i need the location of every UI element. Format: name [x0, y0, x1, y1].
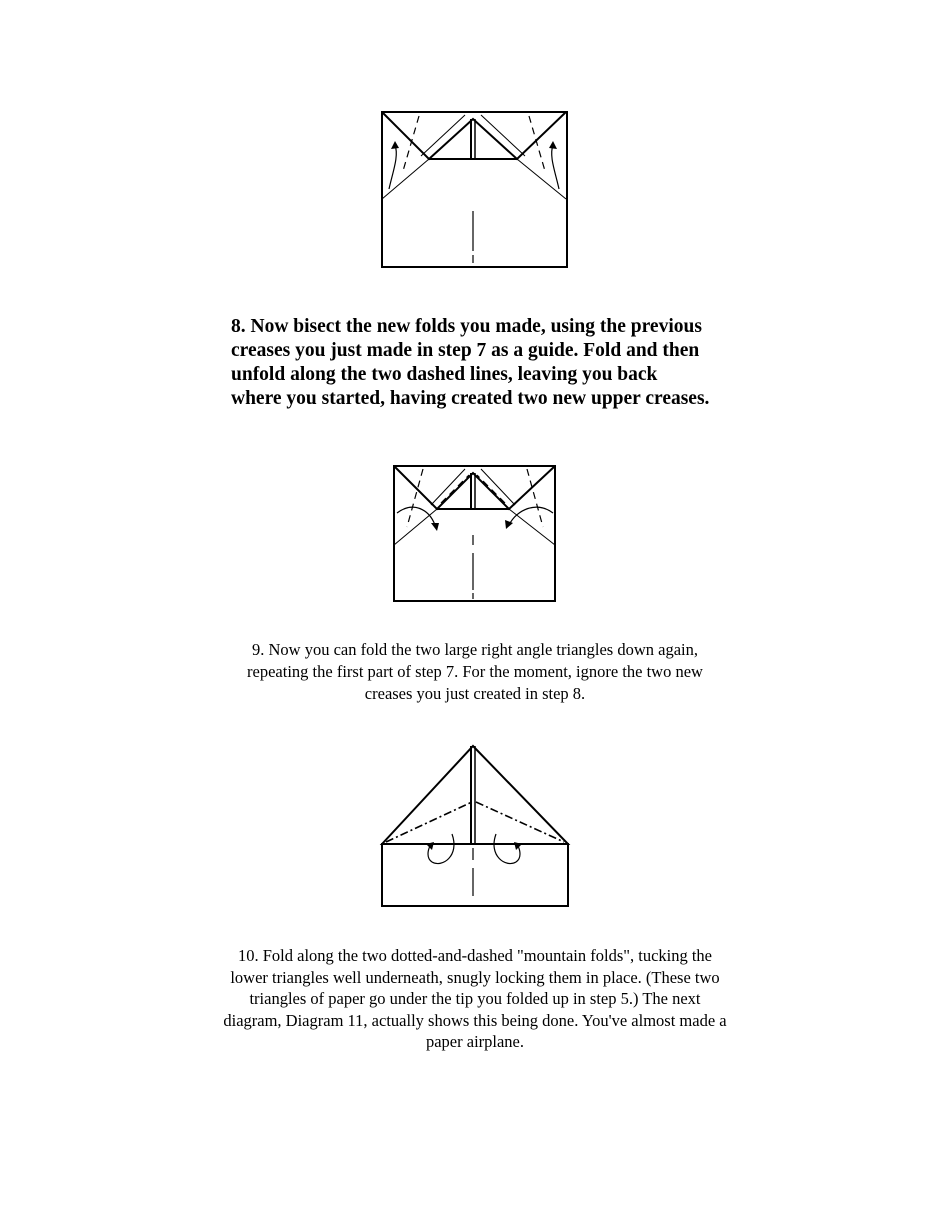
diagram-step-7 — [381, 111, 569, 269]
step-10-instructions: 10. Fold along the two dotted-and-dashed "mountain folds", tucking the lower triangles well underneath, snugly locking them in place. (These two triangles of paper go under the tip you folded up in step 5.) The next diagram, Diagram 11, actually shows this being done. You've almost made a paper airplane. — [223, 946, 727, 1051]
diagram-step-9-svg — [380, 744, 570, 909]
diagram-step-7-svg — [381, 111, 569, 269]
step-9-instructions: 9. Now you can fold the two large right angle triangles down again, repeating the first part of step 7. For the moment, ignore the two new creases you just created in step 8. — [247, 640, 703, 703]
diagram-step-8 — [393, 465, 557, 603]
diagram-step-8-svg — [393, 465, 557, 603]
diagram-step-9 — [380, 744, 570, 909]
step-8-instructions: 8. Now bisect the new folds you made, using the previous creases you just made in step 7 as a guide. Fold and then unfold along the two dashed lines, leaving you back where you started, having created two new upper creases. — [231, 316, 710, 409]
